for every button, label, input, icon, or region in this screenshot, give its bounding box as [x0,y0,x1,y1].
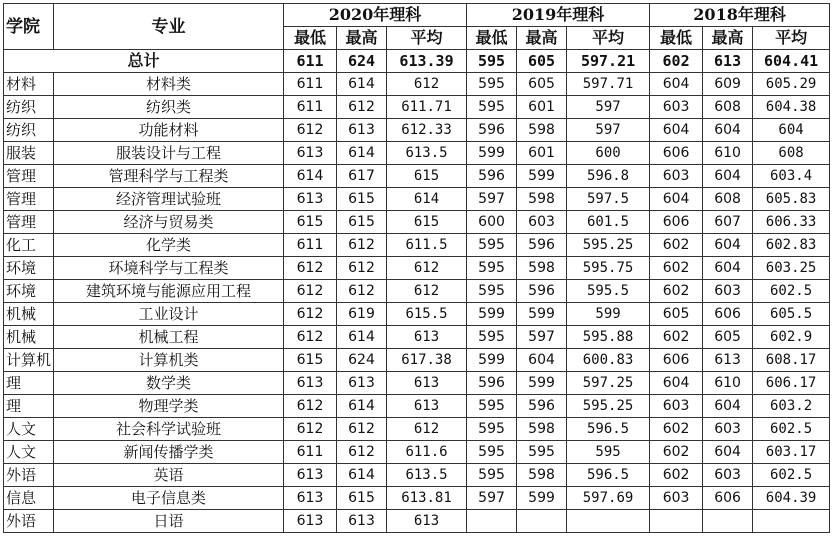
score-cell: 608.17 [753,349,830,372]
score-cell: 598 [517,418,567,441]
score-cell: 611.6 [387,441,467,464]
score-cell: 612 [284,395,337,418]
avg-header: 平均 [567,27,650,50]
major-cell: 日语 [54,510,284,533]
score-cell: 602 [650,326,703,349]
max-header: 最高 [517,27,567,50]
score-cell: 611.71 [387,96,467,119]
score-cell: 604 [517,349,567,372]
college-cell: 机械 [4,303,54,326]
score-cell: 604 [703,165,753,188]
major-cell: 材料类 [54,73,284,96]
score-cell: 602 [650,441,703,464]
score-cell: 612 [284,119,337,142]
score-cell: 596 [467,165,517,188]
score-cell: 612 [337,234,387,257]
score-cell: 602 [650,280,703,303]
score-cell: 604 [703,257,753,280]
major-cell: 物理学类 [54,395,284,418]
score-cell [753,510,830,533]
score-cell: 603.17 [753,441,830,464]
score-cell: 600 [567,142,650,165]
college-cell: 机械 [4,326,54,349]
total-value: 605 [517,50,567,73]
total-value: 602 [650,50,703,73]
score-cell: 596.5 [567,464,650,487]
score-cell: 613 [387,395,467,418]
score-cell: 603 [650,96,703,119]
max-header: 最高 [703,27,753,50]
score-cell: 611 [284,441,337,464]
score-table [3,3,830,533]
score-cell: 613 [703,349,753,372]
score-cell: 612 [337,257,387,280]
college-cell: 计算机 [4,349,54,372]
score-cell: 597 [567,119,650,142]
score-cell: 595 [467,73,517,96]
score-cell: 597 [467,487,517,510]
major-cell: 功能材料 [54,119,284,142]
score-cell: 595 [517,441,567,464]
score-cell: 615 [284,211,337,234]
score-cell: 602.9 [753,326,830,349]
major-cell: 建筑环境与能源应用工程 [54,280,284,303]
table-row [4,257,830,280]
score-cell: 600.83 [567,349,650,372]
score-cell: 614 [337,395,387,418]
score-cell: 612 [284,326,337,349]
score-cell: 604 [650,73,703,96]
score-cell: 595 [467,96,517,119]
score-cell: 617 [337,165,387,188]
score-cell: 614 [337,464,387,487]
major-cell: 电子信息类 [54,487,284,510]
score-cell: 615.5 [387,303,467,326]
score-cell: 602.5 [753,418,830,441]
score-cell: 596.8 [567,165,650,188]
score-cell: 599 [567,303,650,326]
score-cell: 612 [387,418,467,441]
table-row [4,510,830,533]
table-row [4,234,830,257]
year-header: 2018年理科 [650,4,830,27]
major-cell: 数学类 [54,372,284,395]
total-label: 总计 [4,50,284,73]
college-cell: 管理 [4,211,54,234]
score-cell: 613 [387,510,467,533]
score-cell: 613 [284,372,337,395]
score-cell: 603 [650,395,703,418]
score-cell: 602.83 [753,234,830,257]
table-row [4,73,830,96]
score-cell: 604 [703,119,753,142]
score-cell: 598 [517,464,567,487]
major-cell: 纺织类 [54,96,284,119]
college-header: 学院 [4,4,54,50]
score-cell: 595 [467,418,517,441]
score-cell: 599 [467,349,517,372]
score-cell: 611 [284,234,337,257]
score-cell: 595 [467,234,517,257]
score-cell: 613.81 [387,487,467,510]
score-cell: 614 [337,73,387,96]
score-cell: 615 [337,211,387,234]
total-value: 624 [337,50,387,73]
score-cell: 613.5 [387,142,467,165]
table-row [4,280,830,303]
score-cell: 602 [650,464,703,487]
score-cell: 610 [703,142,753,165]
table-row [4,326,830,349]
score-cell: 606 [650,349,703,372]
total-value: 597.21 [567,50,650,73]
table-row [4,211,830,234]
score-cell: 604 [753,119,830,142]
major-cell: 工业设计 [54,303,284,326]
score-cell: 601 [517,142,567,165]
score-cell: 595 [467,441,517,464]
avg-header: 平均 [387,27,467,50]
score-cell: 612 [387,73,467,96]
score-cell: 596 [467,372,517,395]
score-cell: 600 [467,211,517,234]
score-cell: 597.25 [567,372,650,395]
score-cell: 597.69 [567,487,650,510]
score-cell: 595.88 [567,326,650,349]
score-cell [517,510,567,533]
score-cell: 599 [467,142,517,165]
year-header: 2020年理科 [284,4,467,27]
score-cell: 606.33 [753,211,830,234]
major-cell: 计算机类 [54,349,284,372]
major-cell: 环境科学与工程类 [54,257,284,280]
major-cell: 机械工程 [54,326,284,349]
score-cell: 605 [703,326,753,349]
score-cell: 615 [337,188,387,211]
score-cell: 603 [650,165,703,188]
min-header: 最低 [467,27,517,50]
score-cell [567,510,650,533]
score-cell: 608 [703,188,753,211]
score-cell: 611 [284,96,337,119]
college-cell: 管理 [4,188,54,211]
score-cell: 603 [650,487,703,510]
score-cell: 595.25 [567,234,650,257]
score-cell: 615 [387,211,467,234]
max-header: 最高 [337,27,387,50]
score-cell: 602 [650,418,703,441]
score-cell: 612 [284,303,337,326]
table-row [4,349,830,372]
score-cell: 603 [517,211,567,234]
total-value: 604.41 [753,50,830,73]
major-cell: 新闻传播学类 [54,441,284,464]
score-cell: 604 [650,188,703,211]
score-cell: 602.5 [753,464,830,487]
score-cell: 613 [337,119,387,142]
score-cell: 603 [703,418,753,441]
college-cell: 环境 [4,257,54,280]
score-cell: 613 [284,487,337,510]
score-cell: 605 [650,303,703,326]
college-cell: 外语 [4,464,54,487]
score-cell: 612 [284,418,337,441]
score-cell: 604 [650,372,703,395]
score-cell: 599 [467,303,517,326]
score-cell: 602 [650,257,703,280]
major-cell: 经济管理试验班 [54,188,284,211]
college-cell: 服装 [4,142,54,165]
major-cell: 经济与贸易类 [54,211,284,234]
avg-header: 平均 [753,27,830,50]
score-cell: 603 [703,464,753,487]
score-cell: 613 [284,188,337,211]
score-cell: 613 [337,372,387,395]
score-cell: 599 [517,303,567,326]
score-cell: 596 [467,119,517,142]
score-cell: 604 [703,395,753,418]
score-cell: 612 [387,257,467,280]
score-cell: 613 [337,510,387,533]
score-cell: 613 [387,326,467,349]
major-cell: 服装设计与工程 [54,142,284,165]
score-cell: 596.5 [567,418,650,441]
score-cell: 611 [284,73,337,96]
score-cell: 612 [337,441,387,464]
score-cell: 601.5 [567,211,650,234]
score-cell: 597.5 [567,188,650,211]
score-cell: 614 [387,188,467,211]
score-cell: 599 [517,487,567,510]
score-cell: 602.5 [753,280,830,303]
score-cell: 624 [337,349,387,372]
college-cell: 纺织 [4,119,54,142]
table-row [4,96,830,119]
score-cell: 605.5 [753,303,830,326]
score-cell: 595.25 [567,395,650,418]
major-header: 专业 [54,4,284,50]
score-cell: 606 [703,487,753,510]
score-cell: 606.17 [753,372,830,395]
total-value: 613 [703,50,753,73]
major-cell: 管理科学与工程类 [54,165,284,188]
college-cell: 信息 [4,487,54,510]
score-cell: 606 [650,142,703,165]
table-row [4,119,830,142]
score-cell: 603 [703,280,753,303]
score-cell: 608 [753,142,830,165]
score-cell: 619 [337,303,387,326]
score-cell: 598 [517,188,567,211]
college-cell: 管理 [4,165,54,188]
table-row [4,487,830,510]
score-cell: 611.5 [387,234,467,257]
score-cell: 615 [387,165,467,188]
score-cell: 605.29 [753,73,830,96]
score-cell: 607 [703,211,753,234]
score-cell: 612 [387,280,467,303]
table-row [4,165,830,188]
college-cell: 人文 [4,441,54,464]
table-row [4,441,830,464]
score-cell: 615 [284,349,337,372]
score-cell: 595 [467,280,517,303]
total-value: 595 [467,50,517,73]
score-cell: 605 [517,73,567,96]
major-cell: 社会科学试验班 [54,418,284,441]
score-cell: 615 [337,487,387,510]
score-cell [703,510,753,533]
score-cell: 612 [337,418,387,441]
score-cell: 598 [517,119,567,142]
college-cell: 环境 [4,280,54,303]
score-cell: 604.38 [753,96,830,119]
college-cell: 外语 [4,510,54,533]
score-cell: 597 [567,96,650,119]
score-cell: 606 [650,211,703,234]
total-value: 611 [284,50,337,73]
score-cell: 595 [467,464,517,487]
score-cell: 603.4 [753,165,830,188]
major-cell: 化学类 [54,234,284,257]
score-cell: 596 [517,234,567,257]
table-row [4,303,830,326]
min-header: 最低 [650,27,703,50]
score-cell [650,510,703,533]
score-cell: 597.71 [567,73,650,96]
score-cell: 612.33 [387,119,467,142]
table-row [4,395,830,418]
table-row [4,372,830,395]
score-cell: 604 [703,234,753,257]
college-cell: 材料 [4,73,54,96]
college-cell: 人文 [4,418,54,441]
table-row [4,418,830,441]
score-cell: 595 [467,257,517,280]
total-row [4,50,830,73]
score-cell: 612 [337,280,387,303]
score-cell: 597 [517,326,567,349]
score-cell: 598 [517,257,567,280]
score-cell: 601 [517,96,567,119]
score-cell: 614 [284,165,337,188]
score-cell: 604 [703,441,753,464]
year-header: 2019年理科 [467,4,650,27]
table-body [4,50,830,533]
score-cell: 612 [337,96,387,119]
score-cell: 617.38 [387,349,467,372]
score-cell: 602 [650,234,703,257]
score-cell: 613 [284,464,337,487]
score-cell: 612 [284,280,337,303]
score-cell: 613 [284,142,337,165]
score-cell: 604 [650,119,703,142]
score-cell: 604.39 [753,487,830,510]
score-cell: 610 [703,372,753,395]
score-cell: 595 [567,441,650,464]
score-cell: 596 [517,395,567,418]
score-cell: 614 [337,142,387,165]
score-cell: 613.5 [387,464,467,487]
score-cell: 613 [284,510,337,533]
total-value: 613.39 [387,50,467,73]
college-cell: 纺织 [4,96,54,119]
table-row [4,188,830,211]
score-cell: 595 [467,395,517,418]
score-cell [467,510,517,533]
score-cell: 613 [387,372,467,395]
score-cell: 595.5 [567,280,650,303]
score-cell: 614 [337,326,387,349]
score-cell: 596 [517,280,567,303]
table-header [4,4,830,50]
score-cell: 608 [703,96,753,119]
score-cell: 605.83 [753,188,830,211]
score-cell: 609 [703,73,753,96]
college-cell: 理 [4,395,54,418]
score-cell: 599 [517,165,567,188]
college-cell: 化工 [4,234,54,257]
table-row [4,464,830,487]
score-cell: 595 [467,326,517,349]
major-cell: 英语 [54,464,284,487]
college-cell: 理 [4,372,54,395]
score-cell: 597 [467,188,517,211]
table-row [4,142,830,165]
score-cell: 599 [517,372,567,395]
score-cell: 595.75 [567,257,650,280]
score-cell: 606 [703,303,753,326]
score-cell: 612 [284,257,337,280]
score-cell: 603.25 [753,257,830,280]
min-header: 最低 [284,27,337,50]
score-cell: 603.2 [753,395,830,418]
